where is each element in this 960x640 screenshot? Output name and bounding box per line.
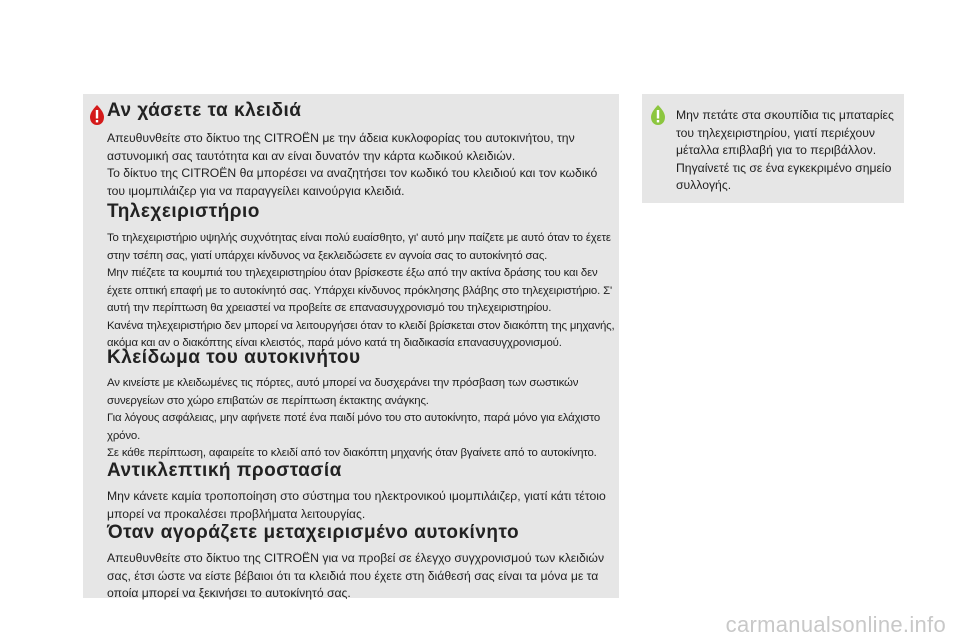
section-heading: Κλείδωμα του αυτοκινήτου (107, 347, 361, 368)
watermark: carmanualsonline.info (725, 612, 946, 637)
warning-panel (83, 94, 619, 598)
intro-paragraph: Το δίκτυο της CITROËN θα μπορέσει να αναζητήσει τον κωδικό του κλειδιού και τον κωδικό του ιμομπιλάιζερ για να παραγγείλει καινούργια κλειδιά. (107, 166, 598, 198)
section-heading: Αντικλεπτική προστασία (107, 460, 342, 481)
section-remote-control (107, 201, 617, 353)
environment-note-panel (642, 94, 904, 203)
section-heading: Όταν αγοράζετε μεταχειρισμένο αυτοκίνητο (107, 522, 520, 543)
section-paragraph: Μην κάνετε καμία τροποποίηση στο σύστημα του ηλεκτρονικού ιμομπιλάιζερ, γιατί κάτι τέτοιο μπορεί να προκαλέσει προβλήματα λειτουργίας. (107, 489, 606, 521)
section-used-vehicle (107, 522, 617, 603)
intro-block (107, 130, 617, 200)
section-paragraph: Μην πιέζετε τα κουμπιά του τηλεχειριστηρίου όταν βρίσκεστε έξω από την ακτίνα δράσης του και δεν έχετε οπτική επαφή με το αυτοκίνητό σας. Υπάρχει κίνδυνος πρόκλησης βλάβης στο τηλεχειριστήριο. Σ' αυτή την περίπτωση θα χρειαστεί να προβείτε σε επανασυγχρονισμό του τηλεχειριστηρίου. (107, 267, 613, 314)
section-paragraph: Σε κάθε περίπτωση, αφαιρείτε το κλειδί από τον διακόπτη μηχανής όταν βγαίνετε από το αυτοκίνητο. (107, 447, 597, 459)
section-paragraph: Απευθυνθείτε στο δίκτυο της CITROËN για να προβεί σε έλεγχο συγχρονισμού των κλειδιών σας, έτσι ώστε να είστε βέβαιοι ότι τα κλειδιά που έχετε στη διάθεσή σας είναι τα μόνα με τα οποία μπορεί να ξεκινήσει το αυτοκίνητό σας. (107, 551, 605, 600)
section-anti-theft (107, 460, 617, 523)
warning-icon (89, 104, 105, 126)
section-paragraph: Αν κινείστε με κλειδωμένες τις πόρτες, αυτό μπορεί να δυσχεράνει την πρόσβαση των σωστικών συνεργείων στο χώρο επιβατών σε περίπτωση έκτακτης ανάγκης. (107, 377, 579, 407)
intro-paragraph: Απευθυνθείτε στο δίκτυο της CITROËN με την άδεια κυκλοφορίας του αυτοκινήτου, την αστυνομική σας ταυτότητα και αν είναι δυνατόν την κάρτα κωδικού κλειδιών. (107, 131, 575, 163)
section-paragraph: Κανένα τηλεχειριστήριο δεν μπορεί να λειτουργήσει όταν το κλειδί βρίσκεται στον διακόπτη της μηχανής, ακόμα και αν ο διακόπτης είναι κλειστός, παρά μόνο κατά τη διαδικασία επανασυγχρονισμού. (107, 319, 615, 349)
section-vehicle-locking (107, 347, 617, 463)
section-heading: Τηλεχειριστήριο (107, 201, 260, 222)
section-paragraph: Για λόγους ασφάλειας, μην αφήνετε ποτέ ένα παιδί μόνο του στο αυτοκίνητο, παρά μόνο για ελάχιστο χρόνο. (107, 412, 601, 442)
environment-note-text: Μην πετάτε στα σκουπίδια τις μπαταρίες του τηλεχειριστηρίου, γιατί περιέχουν μέταλλα επιβλαβή για το περιβάλλον. Πηγαίνετέ τις σε ένα εγκεκριμένο σημείο συλλογής. (676, 108, 894, 192)
main-title: Αν χάσετε τα κλειδιά (107, 100, 302, 121)
section-paragraph: Το τηλεχειριστήριο υψηλής συχνότητας είναι πολύ ευαίσθητο, γι' αυτό μην παίζετε με αυτό όταν το έχετε στην τσέπη σας, γιατί υπάρχει κίνδυνος να ξεκλειδώσετε εν αγνοία σας το αυτοκίνητό σας. (107, 232, 611, 262)
environment-info-icon (650, 104, 666, 126)
